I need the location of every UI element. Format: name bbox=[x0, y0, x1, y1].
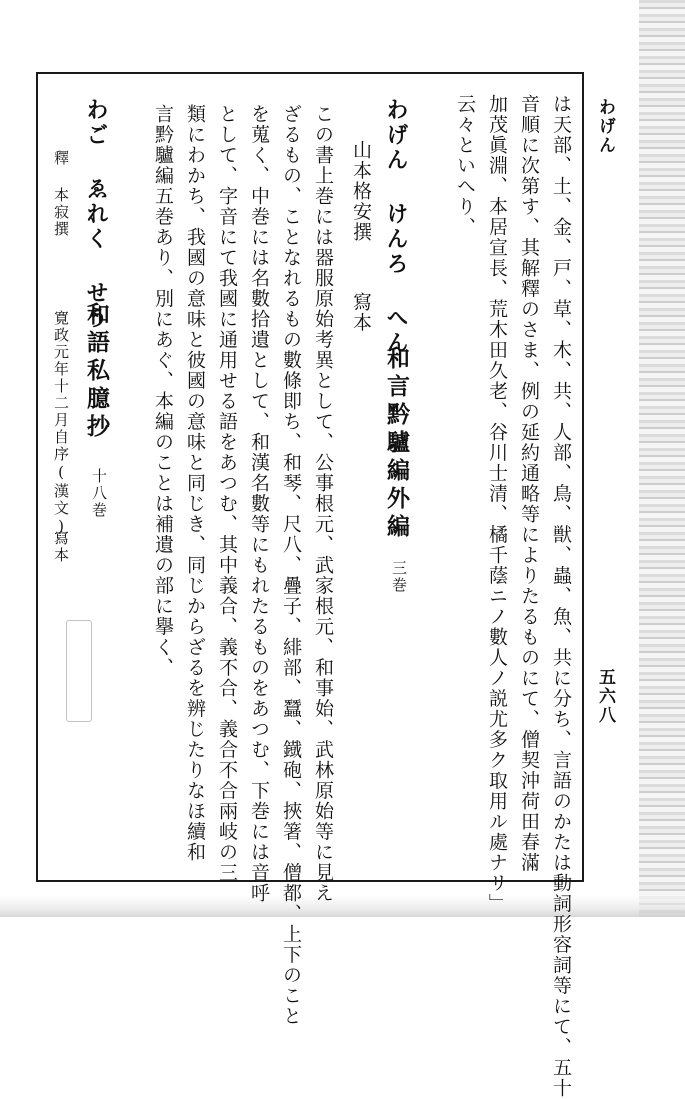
entry-heading-reading: わげん けんろ へん bbox=[383, 98, 409, 356]
running-head: わげん bbox=[595, 98, 615, 155]
scan-edge-shadow bbox=[639, 0, 685, 917]
entry-author: 釋 本寂撰 bbox=[52, 150, 70, 238]
text-column: ざるもの、ことなれるもの數條即ち、和琴、尺八、疊子、緋部、蠶、鐡砲、挾箸、僧都、上下のこと bbox=[280, 104, 302, 1027]
entry-preface: 寛政元年十二月自序(漢文) bbox=[52, 310, 70, 537]
text-column: 云々といへり、 bbox=[454, 94, 476, 238]
text-column: 類にわかち、我國の意味と彼國の意味と同じき、同じからざるを辨じたりなほ續和 bbox=[184, 104, 206, 863]
text-column: は天部、土、金、戸、草、木、共、人部、鳥、獣、蟲、魚、共に分ち、言語のかたは動詞形容詞等にて、五十 bbox=[550, 94, 572, 1099]
entry-title: 和言黔驢編外編 bbox=[383, 346, 410, 542]
text-column: 言黔驢編五巻あり、別にあぐ、本編のことは補遺の部に擧く、 bbox=[152, 104, 174, 678]
entry-format: 寫本 bbox=[52, 530, 70, 564]
page-number: 五六八 bbox=[595, 668, 615, 725]
entry-author: 山本格安撰 bbox=[350, 140, 372, 243]
entry-volumes: 十八巻 bbox=[90, 468, 108, 519]
text-column: 音順に次第す、其解釋のさま、例の延約通略等によりたるものにて、僧契沖荷田春滿 bbox=[518, 94, 540, 873]
faded-stamp-mark bbox=[66, 620, 92, 722]
text-column: この書上巻には器服原始考異として、公事根元、武家根元、和事始、武林原始等に見え bbox=[312, 104, 334, 904]
entry-title: 和語私臆抄 bbox=[83, 302, 110, 442]
text-column: 加茂眞淵、本居宣長、荒木田久老、谷川士清、橘千蔭ニノ數人ノ説尤多ク取用ル處ナリ」 bbox=[486, 94, 508, 914]
text-column: として、字音にて我國に通用せる語をあつむ、其中義合、義不合、義合不合兩岐の三 bbox=[216, 104, 238, 883]
entry-heading-reading: わご ゑれく せう bbox=[83, 98, 109, 331]
entry-volumes: 三巻 bbox=[390, 560, 408, 594]
scan-bottom-shadow bbox=[0, 895, 685, 917]
entry-format: 寫本 bbox=[350, 292, 372, 333]
text-column: を蒐く、中巻には名數拾遺として、和漢名數等にもれたるものをあつむ、下巻には音呼 bbox=[248, 104, 270, 904]
